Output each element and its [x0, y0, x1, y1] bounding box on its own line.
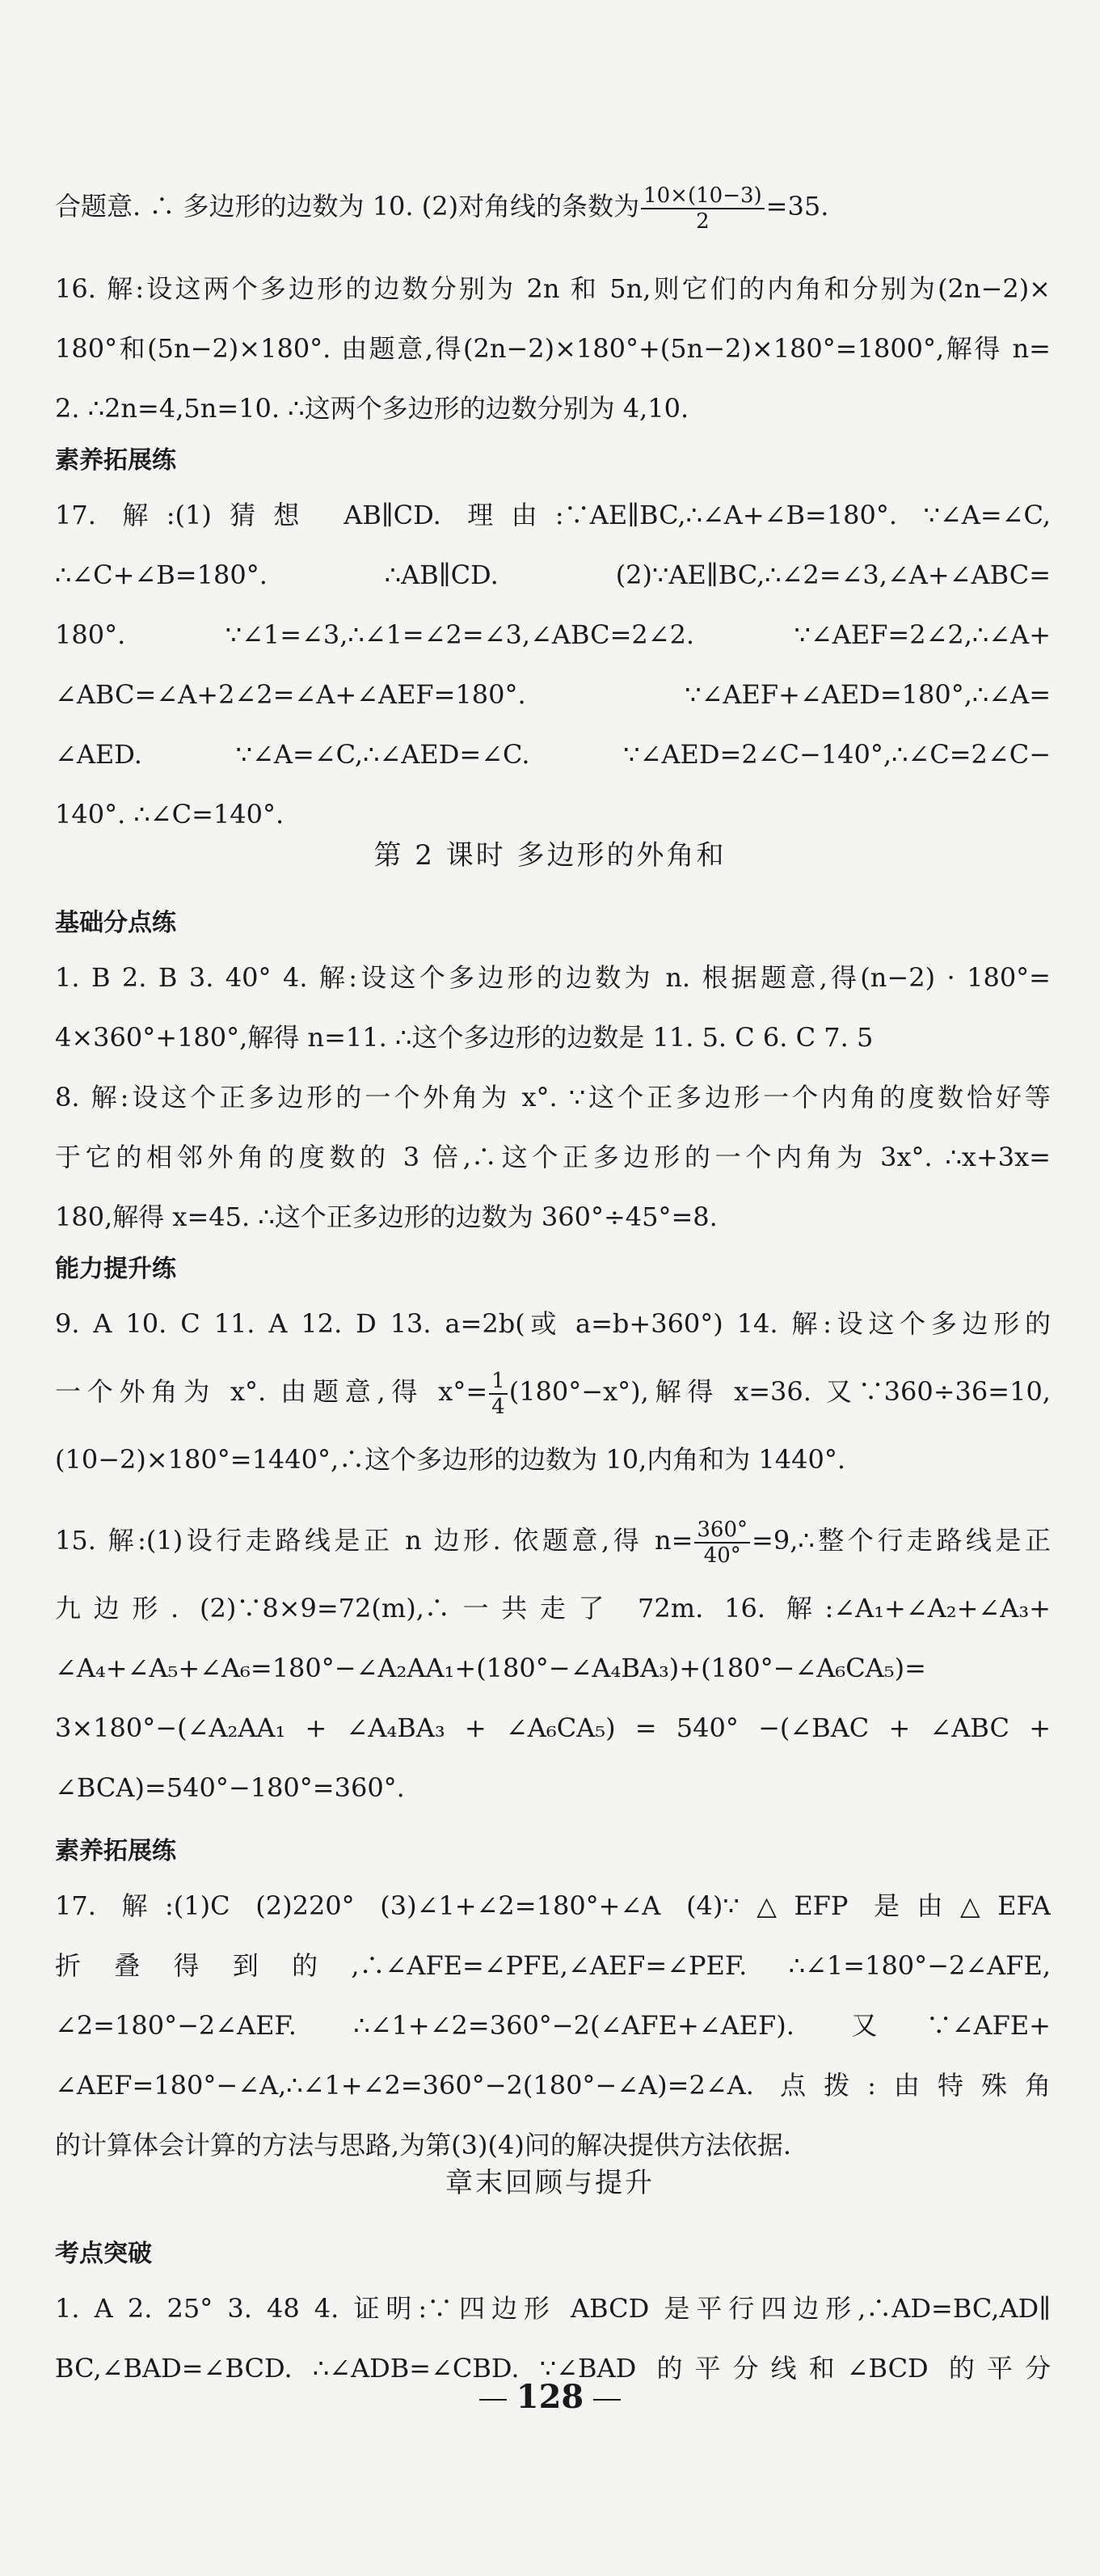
- section-heading: 能力提升练: [55, 1255, 176, 1283]
- page-number-dash-left: [479, 2399, 507, 2401]
- page-number-dash-right: [593, 2399, 621, 2401]
- fraction-numerator: 10×(10−3): [641, 184, 765, 209]
- text-line: ∴∠C+∠B=180°. ∴AB∥CD. (2)∵AE∥BC,∴∠2=∠3,∠A+∠ABC=: [55, 560, 1051, 590]
- text-segment: =9,∴整个行走路线是正: [752, 1525, 1051, 1556]
- text-line: 2. ∴2n=4,5n=10. ∴这两个多边形的边数分别为 4,10.: [55, 393, 689, 424]
- section-heading: 基础分点练: [55, 909, 176, 937]
- fraction-numerator: 360°: [694, 1518, 750, 1543]
- text-segment: 15. 解:(1)设行走路线是正 n 边形. 依题意,得 n=: [55, 1525, 693, 1556]
- text-line: [55, 1353, 1051, 1429]
- lesson-title: 第 2 课时 多边形的外角和: [373, 839, 727, 872]
- fraction: [641, 184, 765, 234]
- fraction: [489, 1369, 508, 1419]
- text-block-6: [55, 1502, 1051, 1818]
- text-line: 16. 解:设这两个多边形的边数分别为 2n 和 5n,则它们的内角和分别为(2n−2)×: [55, 273, 1051, 304]
- page-number: [0, 2373, 1100, 2422]
- text-line: [55, 1502, 1051, 1578]
- text-block-2: [55, 259, 1051, 438]
- text-line: 180,解得 x=45. ∴这个正多边形的边数为 360°÷45°=8.: [55, 1201, 718, 1232]
- text-line: ∠2=180°−2∠AEF. ∴∠1+∠2=360°−2(∠AFE+∠AEF). 又∵∠AFE+: [55, 2010, 1051, 2041]
- text-line: 180°和(5n−2)×180°. 由题意,得(2n−2)×180°+(5n−2)×180°=1800°,解得 n=: [55, 333, 1051, 364]
- fraction-denominator: 40°: [703, 1543, 741, 1568]
- text-line: 1. A 2. 25° 3. 48 4. 证明:∵四边形 ABCD 是平行四边形,∴AD=BC,AD∥: [55, 2293, 1051, 2324]
- fraction-denominator: 2: [696, 209, 710, 234]
- fraction-denominator: 4: [491, 1394, 505, 1419]
- text-segment: (180°−x°),解得 x=36. 又∵360÷36=10,: [508, 1376, 1051, 1407]
- text-line: ∠BCA)=540°−180°=360°.: [55, 1772, 405, 1803]
- text-segment: 合题意. ∴ 多边形的边数为 10. (2)对角线的条数为: [55, 191, 640, 222]
- text-line: ∠AED. ∵∠A=∠C,∴∠AED=∠C. ∵∠AED=2∠C−140°,∴∠C=2∠C−: [55, 739, 1051, 770]
- text-segment: =35.: [765, 191, 829, 222]
- text-line: 3×180°−(∠A₂AA₁ + ∠A₄BA₃ + ∠A₆CA₅) = 540° −(∠BAC + ∠ABC +: [55, 1712, 1051, 1743]
- text-line: 180°. ∵∠1=∠3,∴∠1=∠2=∠3,∠ABC=2∠2. ∵∠AEF=2∠2,∴∠A+: [55, 619, 1051, 650]
- text-block-4: [55, 948, 1051, 1247]
- text-segment: 一个外角为 x°. 由题意,得 x°=: [55, 1376, 488, 1407]
- text-line: 的计算体会计算的方法与思路,为第(3)(4)问的解决提供方法依据.: [55, 2130, 792, 2160]
- text-line: [55, 176, 1051, 236]
- text-block-1: [55, 176, 1051, 236]
- text-line: 8. 解:设这个正多边形的一个外角为 x°. ∵这个正多边形一个内角的度数恰好等: [55, 1082, 1051, 1113]
- text-line: 九边形. (2)∵8×9=72(m),∴一共走了 72m. 16. 解:∠A₁+∠A₂+∠A₃+: [55, 1593, 1051, 1624]
- text-line: 1. B 2. B 3. 40° 4. 解:设这个多边形的边数为 n. 根据题意,得(n−2) · 180°=: [55, 962, 1051, 993]
- text-line: (10−2)×180°=1440°,∴这个多边形的边数为 10,内角和为 1440°.: [55, 1444, 846, 1475]
- fraction: [694, 1518, 750, 1568]
- text-line: 于它的相邻外角的度数的 3 倍,∴这个正多边形的一个内角为 3x°. ∴x+3x=: [55, 1142, 1051, 1172]
- text-line: 9. A 10. C 11. A 12. D 13. a=2b(或 a=b+360°) 14. 解:设这个多边形的: [55, 1308, 1051, 1339]
- text-block-3: [55, 485, 1051, 844]
- text-line: 17. 解:(1)C (2)220° (3)∠1+∠2=180°+∠A (4)∵△EFP 是由△EFA: [55, 1890, 1051, 1921]
- text-line: 4×360°+180°,解得 n=11. ∴这个多边形的边数是 11. 5. C 6. C 7. 5: [55, 1022, 874, 1053]
- chapter-title: 章末回顾与提升: [445, 2167, 655, 2199]
- text-line: 17. 解:(1)猜想 AB∥CD. 理由:∵AE∥BC,∴∠A+∠B=180°. ∵∠A=∠C,: [55, 500, 1051, 530]
- text-line: 140°. ∴∠C=140°.: [55, 799, 284, 830]
- text-line: ∠A₄+∠A₅+∠A₆=180°−∠A₂AA₁+(180°−∠A₄BA₃)+(180°−∠A₆CA₅)=: [55, 1653, 926, 1683]
- text-block-7: [55, 1876, 1051, 2175]
- text-line: BC,∠BAD=∠BCD. ∴∠ADB=∠CBD. ∵∠BAD 的平分线和∠BCD 的平分: [55, 2353, 1051, 2384]
- fraction-numerator: 1: [489, 1369, 508, 1395]
- section-heading: 素养拓展练: [55, 1837, 176, 1865]
- section-heading: 素养拓展练: [55, 446, 176, 475]
- text-block-5: [55, 1294, 1051, 1489]
- section-heading: 考点突破: [55, 2240, 152, 2268]
- text-line: ∠ABC=∠A+2∠2=∠A+∠AEF=180°. ∵∠AEF+∠AED=180°,∴∠A=: [55, 679, 1051, 710]
- text-line: 折叠得到的,∴∠AFE=∠PFE,∠AEF=∠PEF. ∴∠1=180°−2∠AFE,: [55, 1950, 1051, 1981]
- text-line: ∠AEF=180°−∠A,∴∠1+∠2=360°−2(180°−∠A)=2∠A. 点拨:由特殊角: [55, 2070, 1051, 2101]
- page-number-text: 128: [516, 2378, 584, 2416]
